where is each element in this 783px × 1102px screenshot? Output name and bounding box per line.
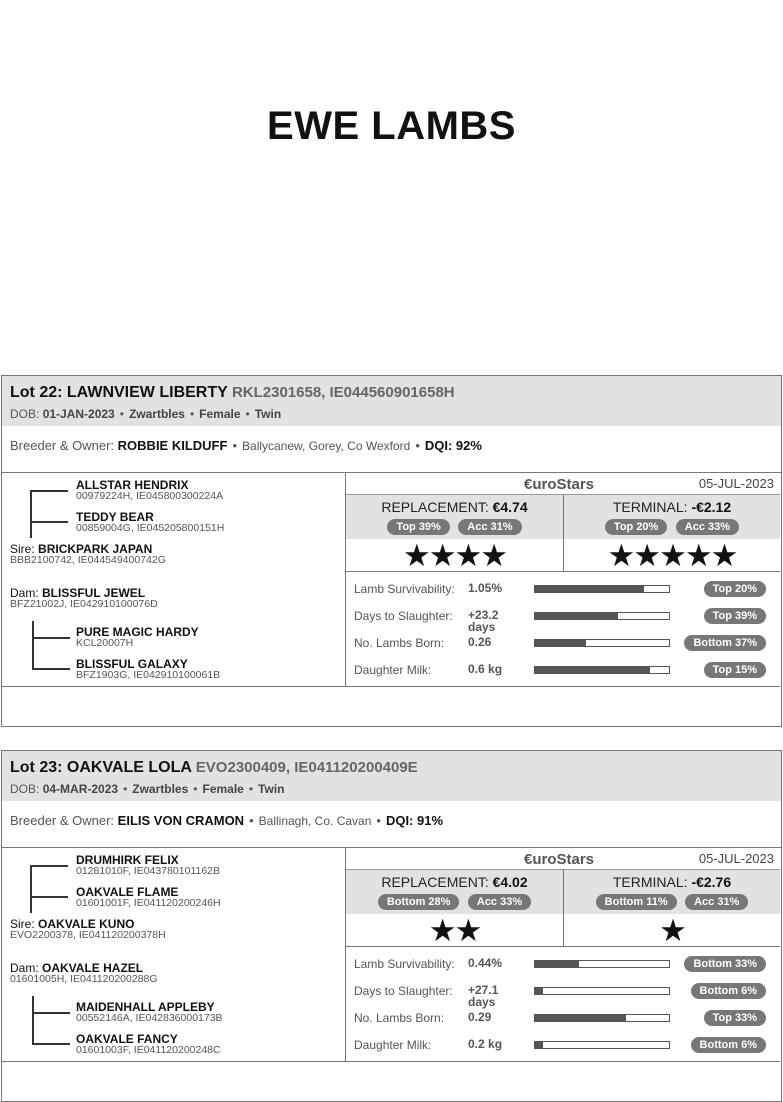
replacement-stars: ★★★★ bbox=[346, 539, 564, 572]
dam-dam-ids: 01601003F, IE041120200248C bbox=[76, 1044, 221, 1056]
breed: Zwartbles bbox=[132, 782, 189, 796]
replacement-label: REPLACEMENT: bbox=[381, 499, 489, 515]
replacement-accuracy-badge: Acc 31% bbox=[458, 519, 521, 535]
trait-rank-badge: Top 15% bbox=[704, 662, 766, 678]
trait-name: Lamb Survivability: bbox=[354, 957, 455, 971]
sire-label: Sire: bbox=[10, 917, 35, 931]
trait-name: No. Lambs Born: bbox=[354, 636, 445, 650]
trait-value: 0.29 bbox=[468, 1010, 492, 1024]
eurostars-date: 05-JUL-2023 bbox=[698, 476, 774, 491]
trait-row bbox=[346, 981, 780, 1009]
trait-row bbox=[346, 660, 780, 680]
terminal-value bbox=[564, 499, 780, 515]
replacement-value bbox=[346, 499, 563, 515]
eurostars-date: 05-JUL-2023 bbox=[698, 851, 774, 866]
birth-type: Twin bbox=[254, 407, 282, 421]
sire-sire-name: ALLSTAR HENDRIX bbox=[76, 478, 189, 492]
lot-header bbox=[2, 751, 781, 848]
terminal-value bbox=[564, 874, 780, 890]
trait-rank-badge: Top 39% bbox=[704, 608, 766, 624]
lot-body bbox=[2, 473, 780, 687]
trait-bar bbox=[534, 585, 670, 593]
sire-dam-ids: 00859004G, IE045205800151H bbox=[76, 522, 225, 534]
dam-dam-name: BLISSFUL GALAXY bbox=[76, 657, 188, 671]
dob-label: DOB: bbox=[10, 407, 40, 421]
eurostars-logo: €uroStars bbox=[524, 851, 595, 868]
dam-dam-name: OAKVALE FANCY bbox=[76, 1032, 178, 1046]
lot-header bbox=[2, 376, 781, 473]
dam-ids: BFZ21002J, IE042910100076D bbox=[10, 598, 158, 610]
dam-dam-ids: BFZ1903G, IE042910100061B bbox=[76, 669, 221, 681]
breeder-line: Breeder & Owner: EILIS VON CRAMON • Ballinagh, Co. Cavan • DQI: 91% bbox=[10, 813, 444, 828]
trait-rank-badge: Top 20% bbox=[704, 581, 766, 597]
sire-sire-name: DRUMHIRK FELIX bbox=[76, 853, 179, 867]
lot-body bbox=[2, 848, 780, 1062]
trait-value: +27.1 days bbox=[468, 983, 499, 1009]
pedigree bbox=[2, 473, 346, 687]
replacement-value bbox=[346, 874, 563, 890]
sire-sire-ids: 01281010F, IE043780101162B bbox=[76, 865, 221, 877]
animal-ids: EVO2300409, IE041120200409E bbox=[195, 759, 418, 776]
dam-sire-ids: KCL20007H bbox=[76, 637, 134, 649]
replacement-index bbox=[346, 870, 564, 914]
trait-bar-fill bbox=[535, 1042, 543, 1048]
replacement-rank-badge: Bottom 28% bbox=[378, 894, 460, 910]
dam-ids: 01601005H, IE041120200288G bbox=[10, 973, 158, 985]
trait-bar-fill bbox=[535, 988, 543, 994]
trait-rank-badge: Bottom 37% bbox=[684, 635, 766, 651]
trait-name: No. Lambs Born: bbox=[354, 1011, 445, 1025]
breeder-label: Breeder & Owner: bbox=[10, 813, 115, 828]
dqi-value: DQI: 91% bbox=[385, 813, 444, 828]
birth-details: DOB: 04-MAR-2023 • Zwartbles • Female • Twin bbox=[10, 782, 285, 796]
pedigree-connector bbox=[30, 490, 32, 538]
pedigree-connector bbox=[32, 996, 34, 1043]
trait-rank-badge: Bottom 6% bbox=[691, 983, 766, 999]
pedigree-connector bbox=[32, 1012, 70, 1014]
breeder-label: Breeder & Owner: bbox=[10, 438, 115, 453]
dam-label: Dam: bbox=[10, 961, 39, 975]
trait-bar-fill bbox=[535, 640, 586, 646]
replacement-index bbox=[346, 495, 564, 539]
dob-value: 04-MAR-2023 bbox=[42, 782, 119, 796]
pedigree-connector bbox=[32, 1043, 70, 1045]
trait-bar bbox=[534, 987, 670, 995]
trait-bar bbox=[534, 1014, 670, 1022]
pedigree-connector bbox=[32, 637, 70, 639]
lot-number: Lot 22: bbox=[10, 384, 63, 401]
sex: Female bbox=[202, 782, 244, 796]
dam-name-text: OAKVALE HAZEL bbox=[42, 961, 144, 975]
sex: Female bbox=[199, 407, 241, 421]
trait-bar bbox=[534, 666, 670, 674]
replacement-accuracy-badge: Acc 33% bbox=[468, 894, 531, 910]
sire-name-text: OAKVALE KUNO bbox=[38, 917, 135, 931]
lot-card bbox=[1, 375, 782, 727]
animal-name: OAKVALE LOLA bbox=[66, 759, 192, 776]
sire-ids: BBB2100742, IE044549400742G bbox=[10, 554, 166, 566]
terminal-stars: ★★★★★ bbox=[564, 539, 780, 572]
pedigree-connector bbox=[30, 521, 68, 523]
pedigree-connector bbox=[30, 865, 32, 913]
replacement-amount: €4.02 bbox=[492, 874, 528, 890]
trait-bar-fill bbox=[535, 667, 650, 673]
trait-bar-fill bbox=[535, 586, 644, 592]
terminal-rank-badge: Top 20% bbox=[605, 519, 667, 535]
sire-name-text: BRICKPARK JAPAN bbox=[38, 542, 153, 556]
eurostars-panel bbox=[346, 473, 780, 687]
trait-bar bbox=[534, 612, 670, 620]
breeder-line: Breeder & Owner: ROBBIE KILDUFF • Ballycanew, Gorey, Co Wexford • DQI: 92% bbox=[10, 438, 482, 453]
terminal-amount: -€2.76 bbox=[691, 874, 732, 890]
dam-sire-name: PURE MAGIC HARDY bbox=[76, 625, 199, 639]
birth-type: Twin bbox=[258, 782, 285, 796]
dob-label: DOB: bbox=[10, 782, 40, 796]
pedigree-connector bbox=[30, 490, 68, 492]
trait-row bbox=[346, 606, 780, 634]
breeder-name: EILIS VON CRAMON bbox=[117, 813, 245, 828]
trait-bar-fill bbox=[535, 1015, 626, 1021]
pedigree bbox=[2, 848, 346, 1062]
sire-ids: EVO2200378, IE041120200378H bbox=[10, 929, 166, 941]
trait-value: 1.05% bbox=[468, 581, 503, 595]
trait-value: 0.2 kg bbox=[468, 1037, 503, 1051]
pedigree-connector bbox=[32, 621, 34, 668]
terminal-accuracy-badge: Acc 33% bbox=[676, 519, 739, 535]
breeder-address: Ballinagh, Co. Cavan bbox=[258, 814, 372, 828]
dam-label: Dam: bbox=[10, 586, 39, 600]
sire-sire-ids: 00979224H, IE045800300224A bbox=[76, 490, 224, 502]
terminal-stars: ★ bbox=[564, 914, 780, 947]
trait-name: Days to Slaughter: bbox=[354, 609, 453, 623]
replacement-amount: €4.74 bbox=[492, 499, 528, 515]
eurostars-panel bbox=[346, 848, 780, 1062]
trait-value: 0.44% bbox=[468, 956, 503, 970]
eurostars-logo: €uroStars bbox=[524, 476, 595, 493]
eurostars-header bbox=[346, 848, 780, 870]
trait-value: +23.2 days bbox=[468, 608, 499, 634]
sire-label: Sire: bbox=[10, 542, 35, 556]
replacement-stars: ★★ bbox=[346, 914, 564, 947]
pedigree-connector bbox=[30, 896, 68, 898]
trait-name: Lamb Survivability: bbox=[354, 582, 455, 596]
terminal-index bbox=[564, 495, 780, 539]
trait-row bbox=[346, 1008, 780, 1028]
breed: Zwartbles bbox=[128, 407, 185, 421]
trait-row bbox=[346, 954, 780, 974]
terminal-label: TERMINAL: bbox=[612, 499, 688, 515]
trait-row bbox=[346, 1035, 780, 1055]
replacement-rank-badge: Top 39% bbox=[387, 519, 449, 535]
terminal-accuracy-badge: Acc 31% bbox=[685, 894, 748, 910]
trait-rank-badge: Bottom 33% bbox=[684, 956, 766, 972]
replacement-label: REPLACEMENT: bbox=[381, 874, 489, 890]
trait-bar bbox=[534, 1041, 670, 1049]
dam-name-text: BLISSFUL JEWEL bbox=[42, 586, 146, 600]
dam-sire-ids: 00552146A, IE042836000173B bbox=[76, 1012, 223, 1024]
terminal-index bbox=[564, 870, 780, 914]
terminal-amount: -€2.12 bbox=[691, 499, 732, 515]
animal-name: LAWNVIEW LIBERTY bbox=[66, 384, 228, 401]
lot-title bbox=[10, 384, 455, 402]
birth-details: DOB: 01-JAN-2023 • Zwartbles • Female • Twin bbox=[10, 407, 282, 421]
animal-ids: RKL2301658, IE044560901658H bbox=[231, 384, 455, 401]
breeder-address: Ballycanew, Gorey, Co Wexford bbox=[242, 439, 411, 453]
trait-value: 0.26 bbox=[468, 635, 492, 649]
trait-name: Daughter Milk: bbox=[354, 1038, 432, 1052]
dam-sire-name: MAIDENHALL APPLEBY bbox=[76, 1000, 215, 1014]
lot-title bbox=[10, 759, 418, 777]
pedigree-connector bbox=[30, 865, 68, 867]
pedigree-connector bbox=[32, 668, 70, 670]
eurostars-header bbox=[346, 473, 780, 495]
sire-dam-name: OAKVALE FLAME bbox=[76, 885, 179, 899]
trait-name: Daughter Milk: bbox=[354, 663, 432, 677]
sire-dam-ids: 01601001F, IE041120200246H bbox=[76, 897, 221, 909]
trait-value: 0.6 kg bbox=[468, 662, 503, 676]
trait-row bbox=[346, 633, 780, 653]
page-title: EWE LAMBS bbox=[267, 104, 516, 148]
dob-value: 01-JAN-2023 bbox=[42, 407, 115, 421]
lot-card bbox=[1, 750, 782, 1102]
trait-name: Days to Slaughter: bbox=[354, 984, 453, 998]
trait-row bbox=[346, 579, 780, 599]
trait-bar-fill bbox=[535, 961, 579, 967]
trait-rank-badge: Top 33% bbox=[704, 1010, 766, 1026]
sire-dam-name: TEDDY BEAR bbox=[76, 510, 154, 524]
trait-bar-fill bbox=[535, 613, 618, 619]
terminal-rank-badge: Bottom 11% bbox=[596, 894, 677, 910]
breeder-name: ROBBIE KILDUFF bbox=[117, 438, 228, 453]
trait-bar bbox=[534, 960, 670, 968]
trait-bar bbox=[534, 639, 670, 647]
lot-number: Lot 23: bbox=[10, 759, 63, 776]
trait-rank-badge: Bottom 6% bbox=[691, 1037, 766, 1053]
terminal-label: TERMINAL: bbox=[612, 874, 688, 890]
dqi-value: DQI: 92% bbox=[424, 438, 482, 453]
